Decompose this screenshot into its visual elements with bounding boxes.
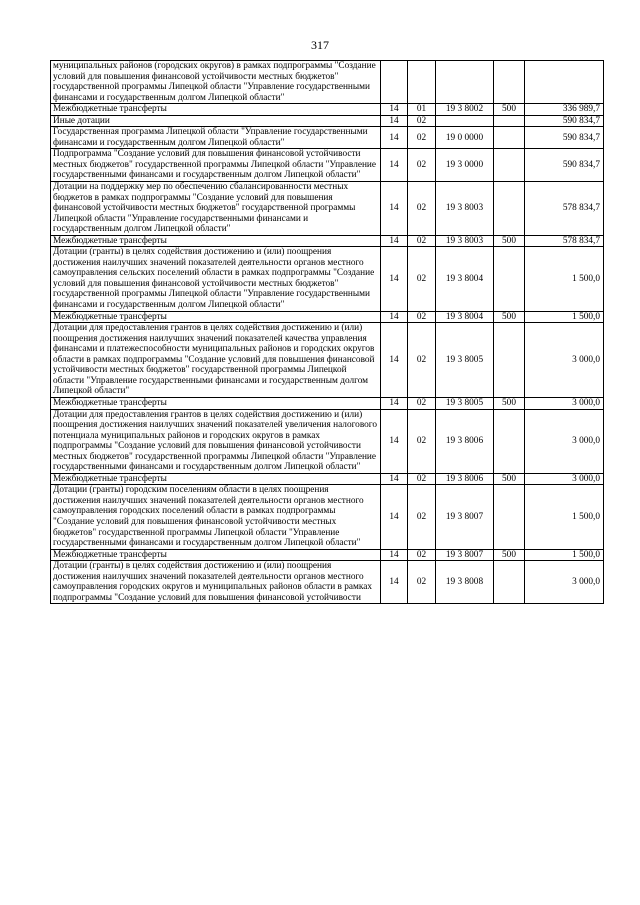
table-row — [51, 115, 604, 127]
row-expense-type: 500 — [494, 549, 525, 561]
row-amount: 590 834,7 — [525, 149, 604, 182]
row-expense-type — [494, 247, 525, 311]
row-description: Межбюджетные трансферты — [51, 311, 381, 323]
row-target-code: 19 3 8005 — [436, 323, 494, 398]
row-target-code: 19 3 0000 — [436, 149, 494, 182]
row-target-code — [436, 115, 494, 127]
row-target-code: 19 3 8007 — [436, 549, 494, 561]
row-expense-type — [494, 127, 525, 149]
row-target-code: 19 3 8007 — [436, 485, 494, 549]
row-subsection: 02 — [408, 235, 436, 247]
row-description: Дотации для предоставления грантов в целях содействия достижению и (или) поощрения достижения наилучших значений показателей качества управления финансами и платежеспособности муниципальных районов и городских округов области в рамках подпрограммы "Создание условий для повышения финансовой устойчивости местных бюджетов" государственной программы Липецкой области "Управление государственными финансами и государственным долгом Липецкой области" — [51, 323, 381, 398]
row-target-code: 19 3 8006 — [436, 473, 494, 485]
row-amount: 1 500,0 — [525, 549, 604, 561]
row-section: 14 — [381, 104, 408, 116]
row-description: Подпрограмма "Создание условий для повышения финансовой устойчивости местных бюджетов" государственной программы Липецкой области "Управление государственными финансами и государственным долгом Липецкой области" — [51, 149, 381, 182]
row-expense-type — [494, 409, 525, 473]
row-amount — [525, 61, 604, 104]
row-section: 14 — [381, 549, 408, 561]
row-section: 14 — [381, 149, 408, 182]
row-section: 14 — [381, 409, 408, 473]
row-description: Межбюджетные трансферты — [51, 104, 381, 116]
row-target-code: 19 3 8003 — [436, 235, 494, 247]
row-subsection: 02 — [408, 473, 436, 485]
table-row — [51, 311, 604, 323]
row-expense-type — [494, 115, 525, 127]
row-expense-type: 500 — [494, 311, 525, 323]
table-row — [51, 182, 604, 236]
table-row — [51, 323, 604, 398]
row-section: 14 — [381, 473, 408, 485]
row-subsection: 01 — [408, 104, 436, 116]
row-amount: 1 500,0 — [525, 247, 604, 311]
row-subsection: 02 — [408, 323, 436, 398]
row-amount: 336 989,7 — [525, 104, 604, 116]
row-target-code: 19 3 8008 — [436, 561, 494, 604]
row-section: 14 — [381, 182, 408, 236]
budget-table-body — [51, 61, 604, 604]
row-section: 14 — [381, 115, 408, 127]
row-subsection: 02 — [408, 485, 436, 549]
table-row — [51, 235, 604, 247]
row-subsection: 02 — [408, 311, 436, 323]
page-number: 317 — [311, 38, 329, 52]
row-target-code: 19 3 8004 — [436, 247, 494, 311]
table-row — [51, 549, 604, 561]
row-expense-type — [494, 561, 525, 604]
row-amount: 3 000,0 — [525, 473, 604, 485]
row-target-code: 19 3 8004 — [436, 311, 494, 323]
row-amount: 3 000,0 — [525, 323, 604, 398]
row-target-code: 19 3 8003 — [436, 182, 494, 236]
row-section: 14 — [381, 247, 408, 311]
row-subsection: 02 — [408, 561, 436, 604]
row-target-code: 19 0 0000 — [436, 127, 494, 149]
table-row — [51, 561, 604, 604]
row-target-code — [436, 61, 494, 104]
row-expense-type — [494, 149, 525, 182]
table-row — [51, 61, 604, 104]
row-expense-type: 500 — [494, 104, 525, 116]
row-amount: 3 000,0 — [525, 561, 604, 604]
row-target-code: 19 3 8005 — [436, 397, 494, 409]
row-description: Дотации на поддержку мер по обеспечению сбалансированности местных бюджетов в рамках подпрограммы "Создание условий для повышения финансовой устойчивости местных бюджетов" государственной программы Липецкой области "Управление государственными финансами и государственным долгом Липецкой области" — [51, 182, 381, 236]
row-amount: 1 500,0 — [525, 485, 604, 549]
row-expense-type: 500 — [494, 473, 525, 485]
row-section: 14 — [381, 127, 408, 149]
row-description: муниципальных районов (городских округов) в рамках подпрограммы "Создание условий для повышения финансовой устойчивости местных бюджетов" государственной программы Липецкой области "Управление государственными финансами и государственным долгом Липецкой области" — [51, 61, 381, 104]
row-expense-type: 500 — [494, 235, 525, 247]
table-row — [51, 127, 604, 149]
row-subsection: 02 — [408, 409, 436, 473]
row-section: 14 — [381, 397, 408, 409]
row-subsection: 02 — [408, 247, 436, 311]
table-row — [51, 485, 604, 549]
row-section: 14 — [381, 323, 408, 398]
row-expense-type — [494, 323, 525, 398]
row-description: Государственная программа Липецкой области "Управление государственными финансами и государственным долгом Липецкой области" — [51, 127, 381, 149]
row-expense-type — [494, 485, 525, 549]
table-row — [51, 247, 604, 311]
table-row — [51, 473, 604, 485]
row-description: Иные дотации — [51, 115, 381, 127]
table-row — [51, 149, 604, 182]
row-subsection: 02 — [408, 149, 436, 182]
row-description: Дотации (гранты) городским поселениям области в целях поощрения достижения наилучших значений показателей деятельности органов местного самоуправления городских поселений области в рамках подпрограммы "Создание условий для повышения финансовой устойчивости местных бюджетов" государственной программы Липецкой области "Управление государственными финансами и государственным долгом Липецкой области" — [51, 485, 381, 549]
table-row — [51, 397, 604, 409]
row-expense-type — [494, 182, 525, 236]
row-description: Дотации для предоставления грантов в целях содействия достижению и (или) поощрения достижения наилучших значений показателей увеличения налогового потенциала муниципальных районов и городских округов в рамках подпрограммы "Создание условий для повышения финансовой устойчивости местных бюджетов" государственной программы Липецкой области "Управление государственными финансами и государственным долгом Липецкой области" — [51, 409, 381, 473]
row-section: 14 — [381, 561, 408, 604]
row-amount: 590 834,7 — [525, 115, 604, 127]
row-amount: 578 834,7 — [525, 182, 604, 236]
row-section — [381, 61, 408, 104]
row-expense-type — [494, 61, 525, 104]
row-description: Межбюджетные трансферты — [51, 473, 381, 485]
row-description: Дотации (гранты) в целях содействия достижению и (или) поощрения достижения наилучших значений показателей деятельности органов местного самоуправления городских округов и муниципальных районов области в рамках подпрограммы "Создание условий для повышения финансовой устойчивости — [51, 561, 381, 604]
row-amount: 1 500,0 — [525, 311, 604, 323]
row-expense-type: 500 — [494, 397, 525, 409]
budget-table — [50, 60, 604, 604]
row-description: Межбюджетные трансферты — [51, 549, 381, 561]
row-subsection: 02 — [408, 182, 436, 236]
row-section: 14 — [381, 235, 408, 247]
row-amount: 590 834,7 — [525, 127, 604, 149]
row-section: 14 — [381, 311, 408, 323]
row-target-code: 19 3 8006 — [436, 409, 494, 473]
row-description: Дотации (гранты) в целях содействия достижению и (или) поощрения достижения наилучших значений показателей деятельности органов местного самоуправления сельских поселений области в рамках подпрограммы "Создание условий для повышения финансовой устойчивости местных бюджетов" государственной программы Липецкой области "Управление государственными финансами и государственным долгом Липецкой области" — [51, 247, 381, 311]
table-row — [51, 409, 604, 473]
row-description: Межбюджетные трансферты — [51, 397, 381, 409]
row-subsection — [408, 61, 436, 104]
row-amount: 578 834,7 — [525, 235, 604, 247]
row-subsection: 02 — [408, 115, 436, 127]
row-subsection: 02 — [408, 127, 436, 149]
row-target-code: 19 3 8002 — [436, 104, 494, 116]
table-row — [51, 104, 604, 116]
row-subsection: 02 — [408, 549, 436, 561]
row-section: 14 — [381, 485, 408, 549]
row-subsection: 02 — [408, 397, 436, 409]
row-amount: 3 000,0 — [525, 397, 604, 409]
row-amount: 3 000,0 — [525, 409, 604, 473]
row-description: Межбюджетные трансферты — [51, 235, 381, 247]
